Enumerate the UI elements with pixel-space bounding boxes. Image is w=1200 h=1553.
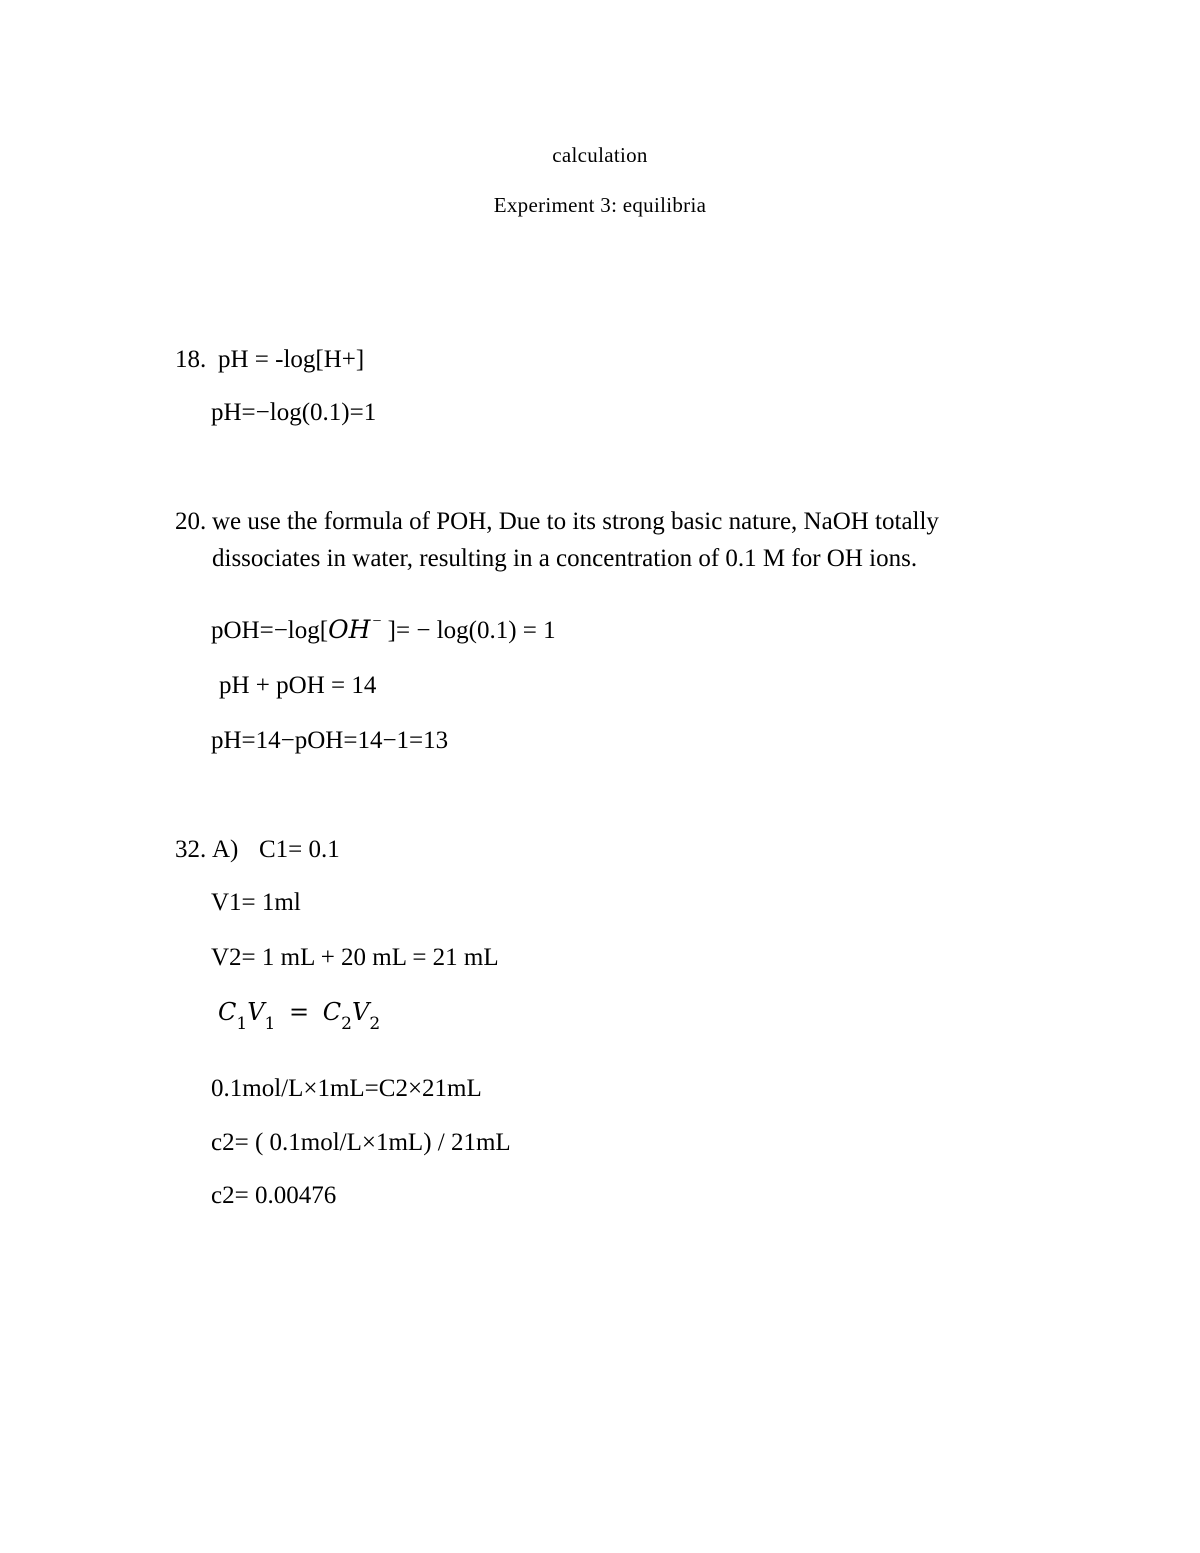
q32-step-2: c2= ( 0.1mol/L×1mL) / 21mL	[211, 1129, 511, 1156]
q32-dilution-formula	[218, 998, 381, 1034]
q32-step-1: 0.1mol/L×1mL=C2×21mL	[211, 1075, 482, 1102]
q32-v1: V1= 1ml	[211, 889, 301, 916]
q32-result: c2= 0.00476	[211, 1182, 337, 1209]
formula-c2-letter: C	[322, 998, 342, 1026]
q20-poh-equation	[211, 613, 556, 644]
document-title: calculation	[552, 143, 648, 167]
formula-v2-sub: 2	[369, 1014, 381, 1034]
poh-right: ]= − log(0.1) = 1	[381, 617, 556, 644]
formula-v1-sub: 1	[264, 1014, 276, 1034]
q32-part-label: A)	[212, 836, 239, 863]
poh-left: pOH=−log[	[211, 617, 329, 644]
q18-ph-formula: pH = -log[H+]	[218, 346, 365, 373]
q20-text-line-2: dissociates in water, resulting in a concentration of 0.1 M for OH ions.	[212, 545, 918, 572]
q32-v2: V2= 1 mL + 20 mL = 21 mL	[211, 944, 499, 971]
poh-ion: OH	[328, 615, 371, 644]
document-subtitle: Experiment 3: equilibria	[493, 193, 707, 217]
formula-c1-sub: 1	[236, 1014, 248, 1034]
formula-v1-letter: V	[247, 998, 265, 1026]
formula-v2-letter: V	[351, 998, 370, 1026]
formula-c2-sub: 2	[341, 1014, 352, 1034]
poh-ion-charge: −	[372, 613, 382, 630]
question-32-number: 32.	[175, 836, 207, 863]
question-20-number: 20.	[175, 508, 207, 535]
question-18-number: 18.	[175, 346, 207, 373]
q20-ph-result: pH=14−pOH=14−1=13	[211, 727, 449, 754]
q20-ph-poh-sum: pH + pOH = 14	[219, 672, 377, 699]
formula-equals: =	[289, 998, 310, 1026]
q32-c1: C1= 0.1	[259, 836, 340, 863]
formula-c1-letter: C	[218, 998, 237, 1026]
q20-text-line-1: we use the formula of POH, Due to its strong basic nature, NaOH totally	[212, 508, 939, 535]
q18-ph-result: pH=−log(0.1)=1	[211, 399, 377, 426]
